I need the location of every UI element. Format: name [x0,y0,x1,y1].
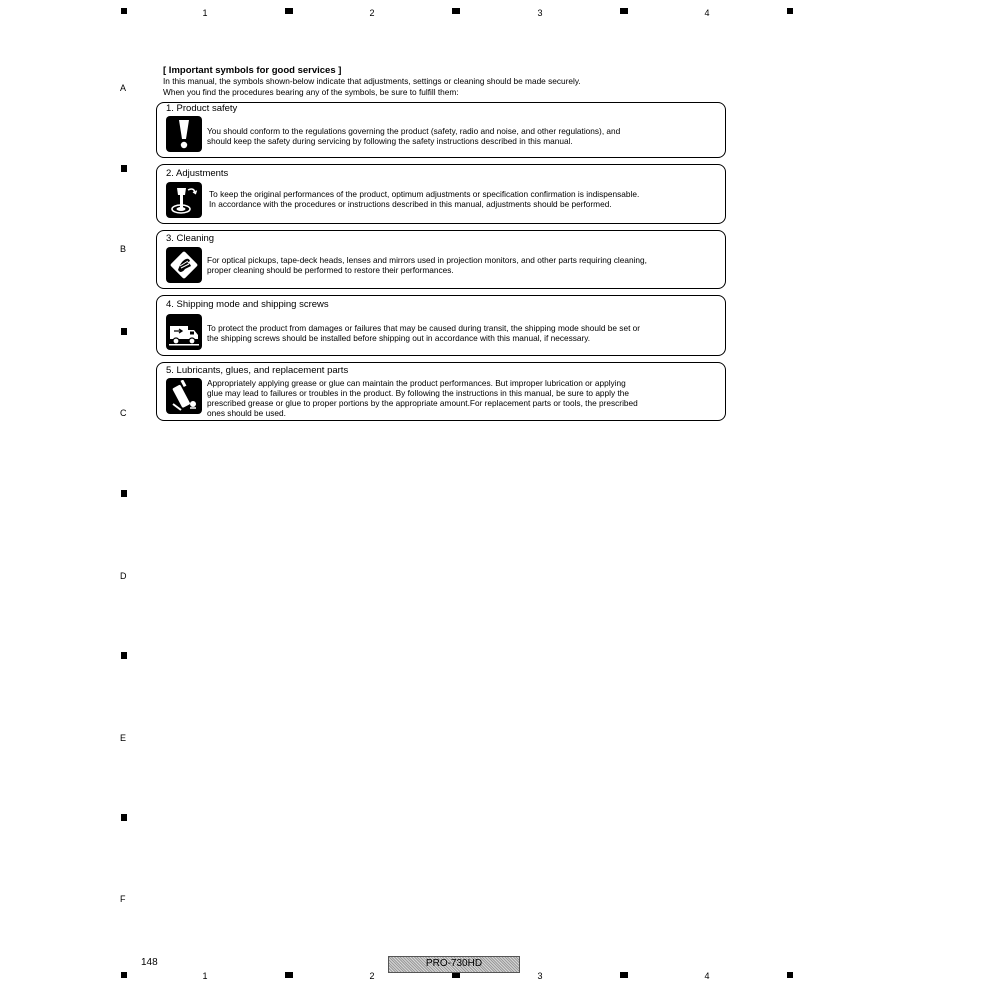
lubricant-tube-icon [166,378,202,414]
symbol-box-shipping-mode [156,295,726,356]
description-line: To keep the original performances of the product, optimum adjustments or specification confirmation is indispensable. [209,189,640,199]
column-number: 1 [202,971,208,981]
box-title: 2. Adjustments [166,168,229,179]
registration-mark [121,652,127,659]
column-number: 1 [202,8,208,18]
row-letter: D [120,571,127,581]
registration-mark [121,814,127,821]
row-letter: C [120,408,127,418]
registration-mark [285,972,293,978]
section-heading: [ Important symbols for good services ] [163,65,342,76]
box-title: 3. Cleaning [166,233,215,244]
column-number: 2 [369,971,375,981]
registration-mark [787,972,793,978]
box-description [207,323,717,343]
box-description [207,255,717,275]
description-line: In accordance with the procedures or instructions described in this manual, adjustments should be performed. [209,199,612,209]
description-line: ones should be used. [207,408,286,418]
intro-line: When you find the procedures bearing any of the symbols, be sure to fulfill them: [163,86,459,97]
cleaning-hand-icon [166,247,202,283]
row-letter: B [120,244,127,254]
box-description [207,378,717,418]
box-title: 4. Shipping mode and shipping screws [166,299,329,310]
column-number: 4 [704,8,710,18]
box-title: 1. Product safety [166,103,238,114]
description-line: You should conform to the regulations governing the product (safety, radio and noise, and other regulations), and [207,126,621,136]
description-line: prescribed grease or glue to proper portions by the appropriate amount.For replacement parts or tools, the prescribed [207,398,638,408]
box-title: 5. Lubricants, glues, and replacement parts [166,365,349,376]
description-line: For optical pickups, tape-deck heads, lenses and mirrors used in projection monitors, and other parts requiring cleaning, [207,255,647,265]
row-letter: A [120,83,127,93]
row-letter: F [120,894,126,904]
column-number: 4 [704,971,710,981]
row-letter: E [120,733,127,743]
registration-mark [121,165,127,172]
registration-mark [121,490,127,497]
registration-mark [121,972,127,978]
registration-mark [121,328,127,335]
registration-mark [121,8,127,14]
model-name-label: PRO-730HD [388,956,520,973]
registration-mark [285,8,293,14]
page-number: 148 [141,957,158,968]
column-number: 2 [369,8,375,18]
description-line: should keep the safety during servicing by following the safety instructions described in this manual. [207,136,573,146]
registration-mark [452,8,460,14]
description-line: glue may lead to failures or troubles in the product. By following the instructions in this manual, be sure to apply the [207,388,629,398]
box-description [209,189,717,209]
column-number: 3 [537,971,543,981]
exclamation-icon [166,116,202,152]
symbol-box-lubricants [156,362,726,421]
description-line: Appropriately applying grease or glue can maintain the product performances. But improper lubrication or applying [207,378,626,388]
intro-text [163,76,581,97]
registration-mark [620,8,628,14]
shipping-truck-icon [166,314,202,350]
column-number: 3 [537,8,543,18]
symbol-box-adjustments [156,164,726,224]
intro-line: In this manual, the symbols shown-below indicate that adjustments, settings or cleaning should be made securely. [163,76,581,86]
registration-mark [620,972,628,978]
registration-mark [787,8,793,14]
box-description [207,126,717,146]
adjustment-screwdriver-icon [166,182,202,218]
description-line: proper cleaning should be performed to restore their performances. [207,265,454,275]
description-line: To protect the product from damages or failures that may be caused during transit, the shipping mode should be set or [207,323,641,333]
symbol-box-product-safety [156,102,726,158]
description-line: the shipping screws should be installed before shipping out in accordance with this manual, if necessary. [207,333,591,343]
symbol-box-cleaning [156,230,726,289]
